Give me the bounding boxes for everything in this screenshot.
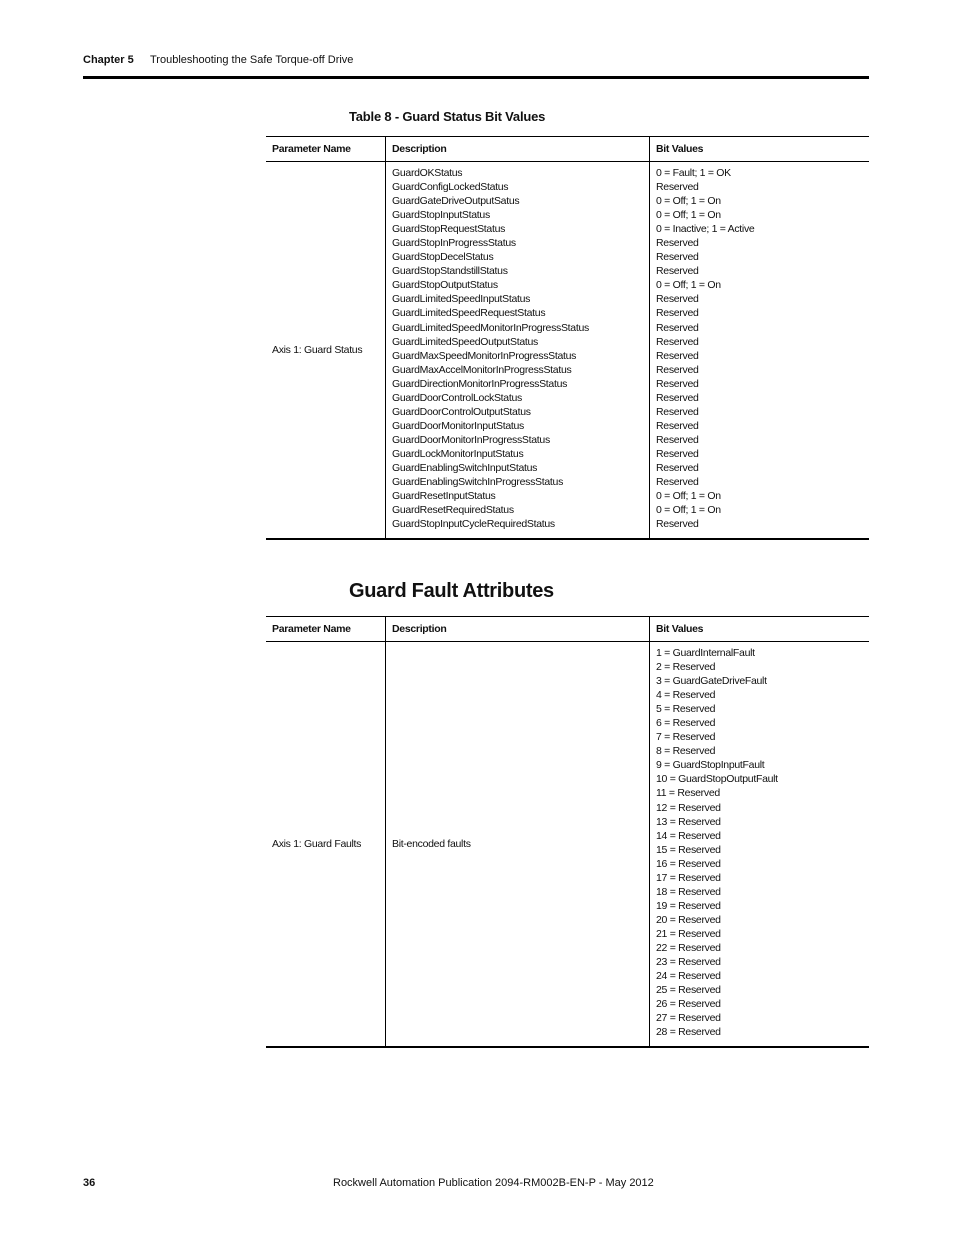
list-item: Reserved xyxy=(656,405,699,418)
list-item: 27 = Reserved xyxy=(656,1012,721,1025)
list-item: GuardLimitedSpeedInputStatus xyxy=(392,293,531,306)
list-item: GuardStopStandstillStatus xyxy=(392,265,508,278)
column-header-parameter-name: Parameter Name xyxy=(266,617,386,642)
list-item: 1 = GuardInternalFault xyxy=(656,647,755,659)
chapter-label: Chapter 5 xyxy=(83,54,134,66)
list-item: 23 = Reserved xyxy=(656,956,721,969)
list-item: 11 = Reserved xyxy=(656,787,720,800)
list-item: 2 = Reserved xyxy=(656,661,716,674)
list-item: GuardDoorMonitorInProgressStatus xyxy=(392,433,550,446)
list-item: 0 = Off; 1 = On xyxy=(656,504,721,517)
column-header-bit-values: Bit Values xyxy=(650,617,870,642)
list-item: 9 = GuardStopInputFault xyxy=(656,759,765,772)
list-item: 3 = GuardGateDriveFault xyxy=(656,675,767,688)
list-item: GuardDirectionMonitorInProgressStatus xyxy=(392,377,568,390)
list-item: 26 = Reserved xyxy=(656,998,721,1011)
list-item: GuardStopRequestStatus xyxy=(392,223,506,236)
page-number: 36 xyxy=(83,1177,96,1189)
list-item: GuardStopDecelStatus xyxy=(392,251,494,264)
list-item: GuardResetRequiredStatus xyxy=(392,504,514,517)
column-header-bit-values: Bit Values xyxy=(650,137,870,162)
list-item: Reserved xyxy=(656,321,699,334)
list-item: 6 = Reserved xyxy=(656,717,716,730)
list-item: GuardDoorControlOutputStatus xyxy=(392,405,531,418)
list-item: 20 = Reserved xyxy=(656,913,721,926)
list-item: 0 = Off; 1 = On xyxy=(656,279,721,292)
list-item: Reserved xyxy=(656,293,699,306)
list-item: GuardLockMonitorInputStatus xyxy=(392,447,524,460)
parameter-name-cell: Axis 1: Guard Status xyxy=(266,162,386,540)
list-item: 7 = Reserved xyxy=(656,731,716,744)
list-item: Reserved xyxy=(656,419,699,432)
list-item: GuardEnablingSwitchInputStatus xyxy=(392,461,538,474)
list-item: GuardGateDriveOutputSatus xyxy=(392,195,520,208)
list-item: Reserved xyxy=(656,433,699,446)
list-item: GuardStopOutputStatus xyxy=(392,279,498,292)
column-header-description: Description xyxy=(386,137,650,162)
list-item: Reserved xyxy=(656,363,699,376)
list-item: Reserved xyxy=(656,349,699,362)
list-item: Reserved xyxy=(656,391,699,404)
page-header xyxy=(83,52,869,79)
list-item: GuardLimitedSpeedOutputStatus xyxy=(392,335,538,348)
list-item: GuardStopInputCycleRequiredStatus xyxy=(392,518,555,531)
list-item: Reserved xyxy=(656,476,699,489)
list-item: GuardConfigLockedStatus xyxy=(392,181,509,194)
list-item: Reserved xyxy=(656,265,699,278)
list-item: GuardLimitedSpeedRequestStatus xyxy=(392,307,546,320)
list-item: 4 = Reserved xyxy=(656,689,716,702)
list-item: 0 = Fault; 1 = OK xyxy=(656,167,731,179)
list-item: Reserved xyxy=(656,377,699,390)
column-header-parameter-name: Parameter Name xyxy=(266,137,386,162)
bit-values-list xyxy=(650,162,870,540)
bit-values-list xyxy=(650,642,870,1048)
list-item: 15 = Reserved xyxy=(656,843,721,856)
column-header-description: Description xyxy=(386,617,650,642)
list-item: GuardDoorMonitorInputStatus xyxy=(392,419,524,432)
list-item: GuardMaxSpeedMonitorInProgressStatus xyxy=(392,349,577,362)
description-cell: Bit-encoded faults xyxy=(386,642,650,1048)
list-item: 8 = Reserved xyxy=(656,745,716,758)
description-list xyxy=(386,162,650,540)
list-item: 0 = Off; 1 = On xyxy=(656,195,721,208)
table-caption: Table 8 - Guard Status Bit Values xyxy=(349,109,546,124)
list-item: 12 = Reserved xyxy=(656,801,721,814)
list-item: 25 = Reserved xyxy=(656,984,721,997)
table-header-row xyxy=(266,137,869,162)
list-item: 17 = Reserved xyxy=(656,871,721,884)
list-item: GuardMaxAccelMonitorInProgressStatus xyxy=(392,363,572,376)
list-item: 16 = Reserved xyxy=(656,857,721,870)
list-item: 28 = Reserved xyxy=(656,1026,721,1039)
parameter-name-cell: Axis 1: Guard Faults xyxy=(266,642,386,1048)
list-item: Reserved xyxy=(656,237,699,250)
table-header-row xyxy=(266,617,869,642)
list-item: 10 = GuardStopOutputFault xyxy=(656,773,778,786)
list-item: 22 = Reserved xyxy=(656,941,721,954)
list-item: 21 = Reserved xyxy=(656,927,721,940)
list-item: GuardStopInProgressStatus xyxy=(392,237,516,250)
list-item: GuardDoorControlLockStatus xyxy=(392,391,522,404)
list-item: GuardResetInputStatus xyxy=(392,490,496,503)
list-item: 24 = Reserved xyxy=(656,970,721,983)
list-item: 5 = Reserved xyxy=(656,703,716,716)
list-item: 0 = Off; 1 = On xyxy=(656,209,721,222)
list-item: Reserved xyxy=(656,251,699,264)
list-item: 14 = Reserved xyxy=(656,829,721,842)
table-row xyxy=(266,162,869,540)
list-item: 13 = Reserved xyxy=(656,815,721,828)
section-title: Guard Fault Attributes xyxy=(349,580,554,602)
list-item: Reserved xyxy=(656,518,699,531)
guard-fault-table xyxy=(266,616,869,1048)
list-item: GuardLimitedSpeedMonitorInProgressStatus xyxy=(392,321,589,334)
list-item: Reserved xyxy=(656,181,699,194)
list-item: GuardStopInputStatus xyxy=(392,209,490,222)
list-item: 0 = Off; 1 = On xyxy=(656,490,721,503)
publication-info: Rockwell Automation Publication 2094-RM002B-EN-P - May 2012 xyxy=(333,1177,654,1189)
list-item: 19 = Reserved xyxy=(656,899,721,912)
list-item: GuardEnablingSwitchInProgressStatus xyxy=(392,476,564,489)
list-item: 0 = Inactive; 1 = Active xyxy=(656,223,755,236)
list-item: Reserved xyxy=(656,335,699,348)
list-item: Reserved xyxy=(656,447,699,460)
guard-status-table xyxy=(266,136,869,540)
chapter-title: Troubleshooting the Safe Torque-off Drive xyxy=(150,54,354,66)
list-item: 18 = Reserved xyxy=(656,885,721,898)
list-item: GuardOKStatus xyxy=(392,167,463,179)
list-item: Reserved xyxy=(656,307,699,320)
list-item: Reserved xyxy=(656,461,699,474)
table-row xyxy=(266,642,869,1048)
